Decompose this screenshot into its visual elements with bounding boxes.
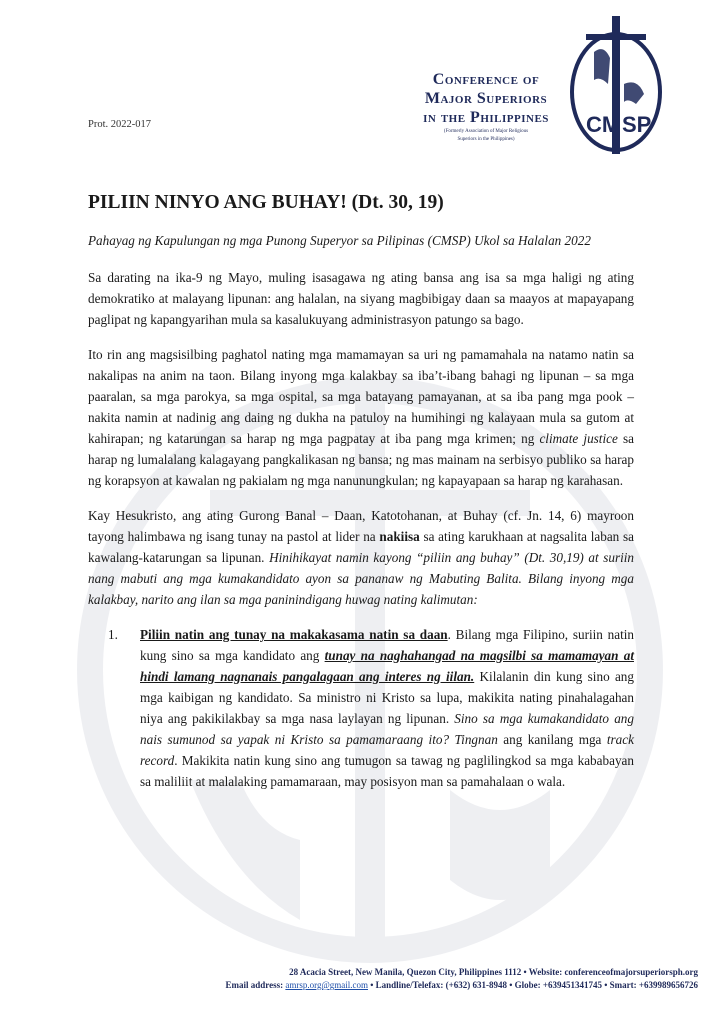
paragraph-3-bold: nakiisa <box>379 529 420 544</box>
list-item <box>108 624 634 792</box>
paragraph-3 <box>88 505 634 610</box>
paragraph-2-italic: climate justice <box>539 431 618 446</box>
logo-letters-left: CM <box>586 112 621 137</box>
document-title: PILIIN NINYO ANG BUHAY! (Dt. 30, 19) <box>88 192 444 213</box>
org-name-line-1: Conference of <box>432 71 540 88</box>
paragraph-3-italic: Hinihikayat namin kayong “piliin ang buhay” (Dt. 30,19) at suriin nang mabuti ang mga kumakandidato ayon sa pananaw ng Mabuting Balita. Bilang inyong mga kalakbay, narito ang ilan sa mga paninindigang huwag nating kalimutan: <box>88 550 635 607</box>
paragraph-2 <box>88 344 634 491</box>
logo-letters-right: SP <box>622 112 652 137</box>
org-former-name-2: Superiors in the Philippines) <box>457 137 515 142</box>
paragraph-2-text: Ito rin ang magsisilbing paghatol nating mga mamamayan sa uri ng pamamahala na natamo natin sa nakalipas na anim na taon. Bilang inyong mga kalakbay sa iba’t-ibang bahagi ng lipunan – sa mga paaralan, sa mga parokya, sa mga ospital, sa mga batayang pamayanan, at sa iba pang mga pook – nakita namin at nadinig ang daing ng dukha na patuloy na humihingi ng kalayaan mula sa gutom at kahirapan; ng katarungan sa harap ng mga pagpatay at iba pang mga krimen; ng <box>88 347 634 446</box>
list-item-italic: Sino sa mga kumakandidato ang nais sumunod sa yapak ni Kristo sa pamamaraang ito? Tingnan <box>140 711 634 747</box>
list-item-text-3: ang kanilang mga <box>497 732 607 747</box>
list-item-emphasis: tunay na naghahangad na magsilbi sa mamamayan at hindi lamang nagnanais pangalagaan ang interes ng iilan. <box>140 648 634 684</box>
organization-name <box>408 70 564 143</box>
list-item-text: . Bilang mga Filipino, suriin natin kung sino sa mga kandidato ang <box>140 627 634 663</box>
list-item-text-4: . Makikita natin kung sino ang tumugon sa tawag ng paglilingkod sa mga kababayan sa maliliit at malalaking pamamaraan, may posisyon man sa pamahalaan o wala. <box>140 753 634 789</box>
list-item-text-2: Kilalanin din kung sino ang mga kaibigan ng kandidato. Sa ministro ni Kristo sa lupa, makikita nating pinahalagahan niya ang pakikilakbay sa mga nasa laylayan ng lipunan. <box>140 669 634 726</box>
document-body <box>88 192 634 792</box>
footer-email-label: Email address: <box>225 980 286 990</box>
list-item-italic-2: track record <box>140 732 634 768</box>
letterhead <box>0 0 720 160</box>
footer-email-link[interactable]: amrsp.org@gmail.com <box>285 980 368 990</box>
list-number: 1. <box>108 627 118 642</box>
paragraph-3-text-mid: sa ating karukhaan at nagsalita laban sa kawalang-katarungan sa lipunan. <box>88 529 634 565</box>
org-name-line-3: in the Philippines <box>423 109 549 126</box>
footer-address: 28 Acacia Street, New Manila, Quezon City, Philippines 1112 • Website: conferenceofmajorsuperiorsph.org <box>289 967 698 977</box>
stance-list <box>88 624 634 792</box>
document-subtitle: Pahayag ng Kapulungan ng mga Punong Superyor sa Pilipinas (CMSP) Ukol sa Halalan 2022 <box>88 233 591 248</box>
org-name-line-2: Major Superiors <box>424 90 548 107</box>
paragraph-2-text-end: sa harap ng lumalalang kalagayang pangkalikasan ng bansa; ng mas mainam na serbisyo publiko sa harap ng korapsyon at kawalan ng pakialam ng mga nanunungkulan; ng kapayapaan sa harap ng karahasan. <box>88 431 634 488</box>
paragraph-3-text: Kay Hesukristo, ang ating Gurong Banal – Daan, Katotohanan, at Buhay (cf. Jn. 14, 6) mayroon tayong halimbawa ng isang tunay na pastol at lider na <box>88 508 634 544</box>
footer-contacts <box>0 979 698 992</box>
org-former-name-1: (Formerly Association of Major Religious <box>443 129 529 134</box>
list-item-heading: Piliin natin ang tunay na makakasama natin sa daan <box>140 627 448 642</box>
paragraph-1: Sa darating na ika-9 ng Mayo, muling isasagawa ng ating bansa ang isa sa mga haligi ng ating demokratiko at malayang lipunan: ang halalan, na siyang magbibigay daan sa maayos at mapayapang paglipat ng kapangyarihan mula sa kasalukuyang administrasyon patungo sa bago. <box>88 270 634 327</box>
protocol-number: Prot. 2022-017 <box>88 119 151 130</box>
cmsp-logo-icon <box>564 14 664 156</box>
footer-phone-numbers: • Landline/Telefax: (+632) 631-8948 • Globe: +639451341745 • Smart: +639989656726 <box>368 980 698 990</box>
page-footer <box>0 966 698 992</box>
